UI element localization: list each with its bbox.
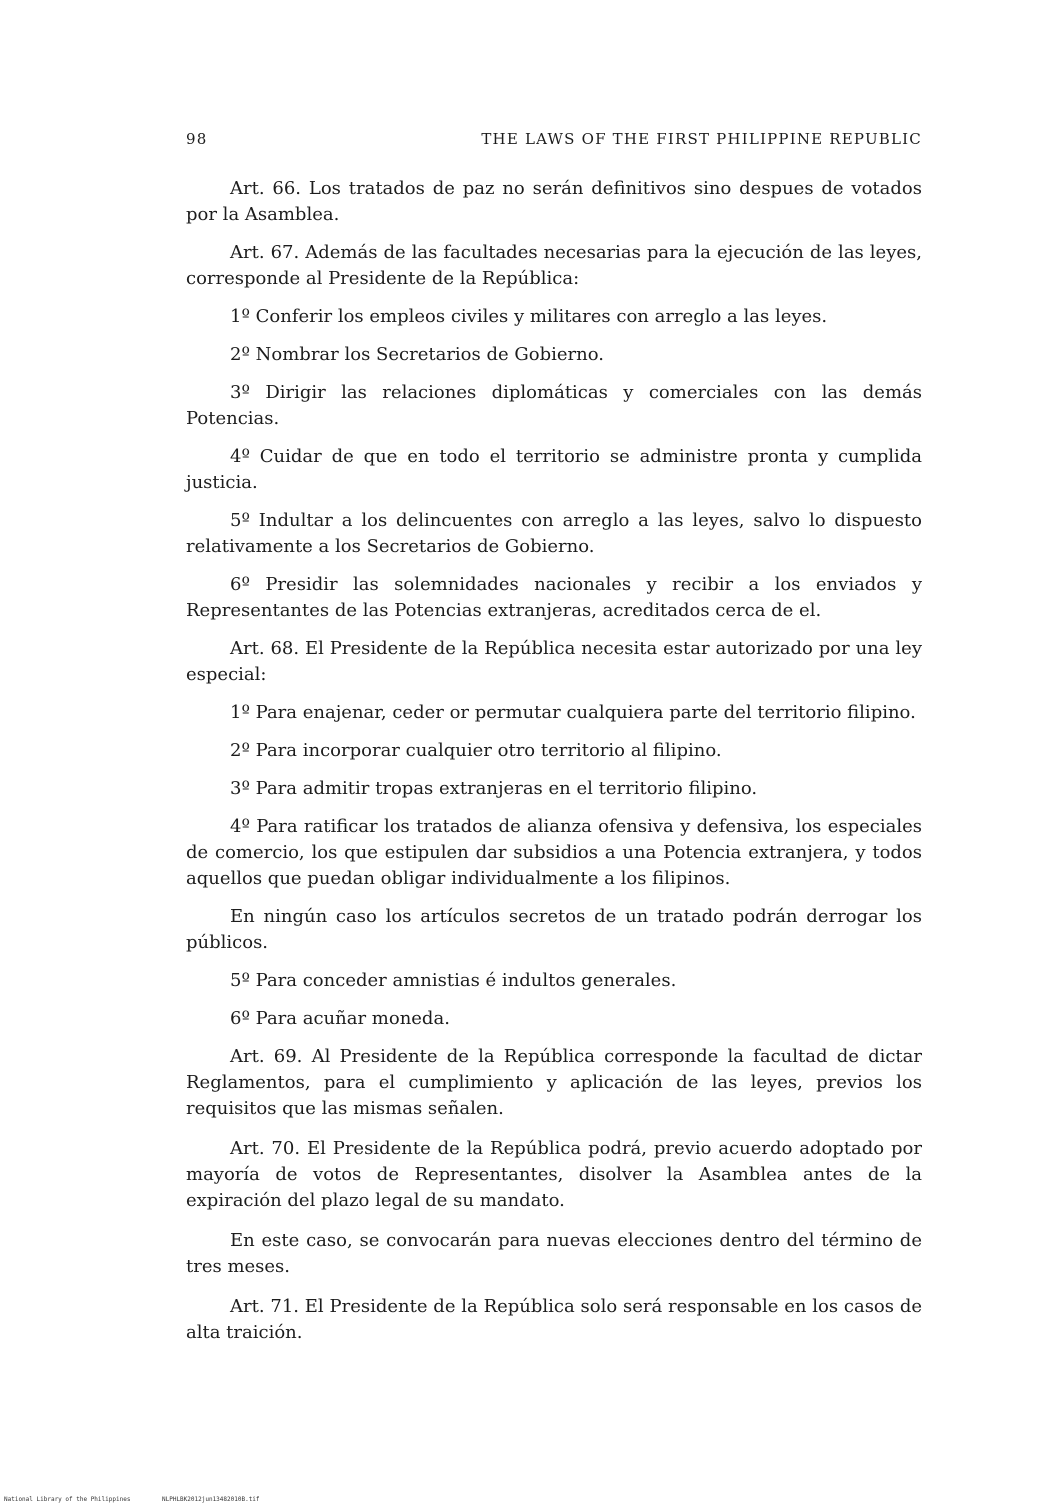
list-item: 1º Conferir los empleos civiles y militares con arreglo a las leyes. [230, 306, 828, 327]
page-header [186, 130, 922, 154]
list-item: 5º Para conceder amnistias é indultos generales. [230, 970, 677, 991]
list-item: 6º Para acuñar moneda. [230, 1008, 450, 1029]
list-item: 6º Presidir las solemnidades nacionales y recibir a los enviados y Representantes de las Potencias extranjeras, acreditados cerca de el. [186, 574, 922, 621]
list-item: 3º Dirigir las relaciones diplomáticas y comerciales con las demás Potencias. [186, 382, 922, 429]
paragraph-art-69: Art. 69. Al Presidente de la República corresponde la facultad de dictar Reglamentos, para el cumplimiento y aplicación de las leyes, previos los requisitos que las mismas señalen. [186, 1046, 922, 1119]
list-item: 3º Para admitir tropas extranjeras en el territorio filipino. [230, 778, 758, 799]
paragraph-art-71: Art. 71. El Presidente de la República solo será responsable en los casos de alta traición. [186, 1296, 922, 1343]
paragraph: En ningún caso los artículos secretos de un tratado podrán derrogar los públicos. [186, 906, 922, 953]
list-item: 1º Para enajenar, ceder or permutar cualquiera parte del territorio filipino. [230, 702, 916, 723]
file-id: NLPHLBK2012jun13482010B.tif [162, 1496, 260, 1503]
paragraph-art-70: Art. 70. El Presidente de la República podrá, previo acuerdo adoptado por mayoría de votos de Representantes, disolver la Asamblea antes de la expiración del plazo legal de su mandato. [186, 1138, 922, 1211]
paragraph-art-67: Art. 67. Además de las facultades necesarias para la ejecución de las leyes, corresponde al Presidente de la República: [186, 242, 922, 289]
paragraph-art-66: Art. 66. Los tratados de paz no serán definitivos sino despues de votados por la Asamblea. [186, 178, 922, 225]
body-text [186, 176, 922, 1358]
list-item: 2º Para incorporar cualquier otro territorio al filipino. [230, 740, 722, 761]
list-item: 4º Para ratificar los tratados de alianza ofensiva y defensiva, los especiales de comercio, los que estipulen dar subsidios a una Potencia extranjera, y todos aquellos que puedan obligar individualmente a los filipinos. [186, 816, 922, 889]
list-item: 5º Indultar a los delincuentes con arreglo a las leyes, salvo lo dispuesto relativamente a los Secretarios de Gobierno. [186, 510, 922, 557]
paragraph-art-68: Art. 68. El Presidente de la República necesita estar autorizado por una ley especial: [186, 638, 922, 685]
library-credit: National Library of the Philippines [4, 1496, 131, 1503]
list-item: 2º Nombrar los Secretarios de Gobierno. [230, 344, 604, 365]
paragraph: En este caso, se convocarán para nuevas elecciones dentro del término de tres meses. [186, 1230, 922, 1277]
scan-footer [4, 1496, 404, 1503]
running-title: THE LAWS OF THE FIRST PHILIPPINE REPUBLIC [481, 130, 922, 148]
page-number: 98 [186, 130, 208, 148]
list-item: 4º Cuidar de que en todo el territorio se administre pronta y cumplida justicia. [186, 446, 922, 493]
